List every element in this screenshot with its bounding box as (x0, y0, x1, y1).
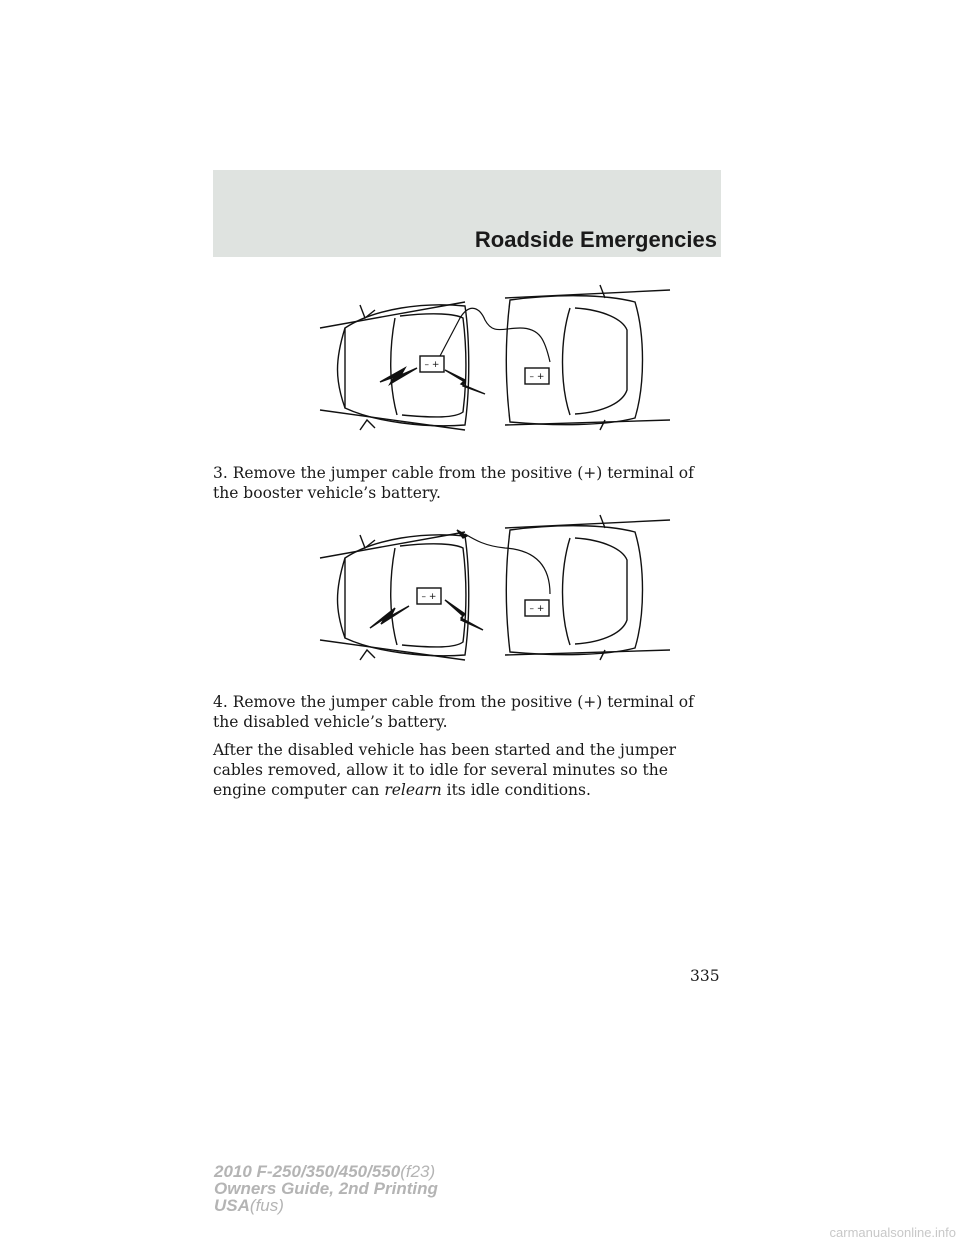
disabled-vehicle (320, 302, 469, 430)
page-number: 335 (690, 967, 720, 985)
document-footer (214, 1163, 438, 1214)
footer-model: 2010 F-250/350/450/550 (214, 1162, 401, 1181)
spark-bolt-icon (370, 606, 409, 628)
section-title: Roadside Emergencies (474, 227, 717, 252)
footer-code-f23: (f23) (400, 1162, 436, 1181)
after-lead: After the disabled vehicle has been started and the jumper cables removed, allow it to idle for several minutes so the engine computer can (213, 741, 677, 799)
disabled-battery-icon (417, 588, 441, 604)
svg-text:– +: – + (529, 372, 545, 382)
section-header-band (213, 170, 721, 257)
footer-line-2: Owners Guide, 2nd Printing (214, 1179, 438, 1198)
jump-start-illustration-2 (305, 510, 675, 670)
footer-line-1 (214, 1163, 438, 1180)
booster-battery-icon (525, 600, 549, 616)
footer-code-fus: (fus) (249, 1196, 284, 1215)
svg-text:– +: – + (529, 604, 545, 614)
booster-vehicle (505, 515, 670, 660)
footer-line-3 (214, 1197, 438, 1214)
booster-vehicle (505, 285, 670, 430)
footer-market: USA (214, 1196, 250, 1215)
jump-start-illustration-1 (305, 280, 675, 440)
spark-bolt-icon (380, 368, 417, 384)
after-start-paragraph (213, 740, 723, 800)
relearn-emphasis: relearn (384, 781, 442, 799)
step-4-text: 4. Remove the jumper cable from the positive (+) terminal of the disabled vehicle’s battery. (213, 693, 694, 731)
after-tail: its idle conditions. (446, 781, 591, 799)
booster-battery-icon (525, 368, 549, 384)
svg-text:– +: – + (421, 592, 437, 602)
step-3-text: 3. Remove the jumper cable from the positive (+) terminal of the booster vehicle’s battery. (213, 464, 694, 502)
svg-text:– +: – + (424, 360, 440, 370)
disabled-vehicle (320, 532, 469, 660)
watermark: carmanualsonline.info (829, 1225, 956, 1240)
disabled-battery-icon (420, 356, 444, 372)
